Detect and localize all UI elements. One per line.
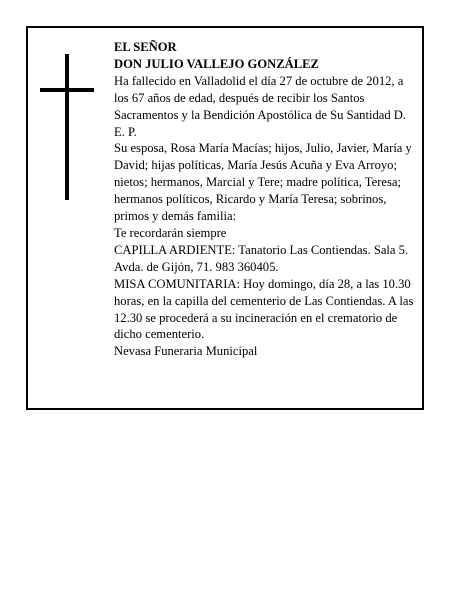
heading-title: EL SEÑOR bbox=[114, 40, 177, 54]
cross-horizontal-bar bbox=[40, 88, 94, 92]
cross-icon bbox=[40, 54, 94, 200]
obituary-notice bbox=[26, 26, 424, 410]
family-list: Su esposa, Rosa María Macías; hijos, Julio, Javier, María y David; hijas políticas, María Jesús Acuña y Eva Arroyo; nietos; hermanos, Marcial y Tere; madre política, Teresa; hermanos políticos, Ricardo y María Teresa; sobrinos, primos y demás familia: bbox=[114, 141, 412, 224]
remembrance-line: Te recordarán siempre bbox=[114, 225, 227, 240]
funeral-chapel-info: CAPILLA ARDIENTE: Tanatorio Las Contiendas. Sala 5. Avda. de Gijón, 71. 983 360405. bbox=[114, 242, 409, 274]
funeral-home: Nevasa Funeraria Municipal bbox=[114, 344, 258, 359]
obituary-text bbox=[114, 39, 420, 360]
deceased-name: DON JULIO VALLEJO GONZÁLEZ bbox=[114, 56, 319, 71]
death-announcement: Ha fallecido en Valladolid el día 27 de octubre de 2012, a los 67 años de edad, después de recibir los Santos Sacramentos y la Bendición Apostólica de Su Santidad D. E. P. bbox=[114, 73, 407, 139]
mass-info: MISA COMUNITARIA: Hoy domingo, día 28, a las 10.30 horas, en la capilla del cementerio de Las Contiendas. A las 12.30 se procederá a su incineración en el crematorio de dicho cementerio. bbox=[114, 276, 414, 342]
cross-vertical-bar bbox=[65, 54, 69, 200]
